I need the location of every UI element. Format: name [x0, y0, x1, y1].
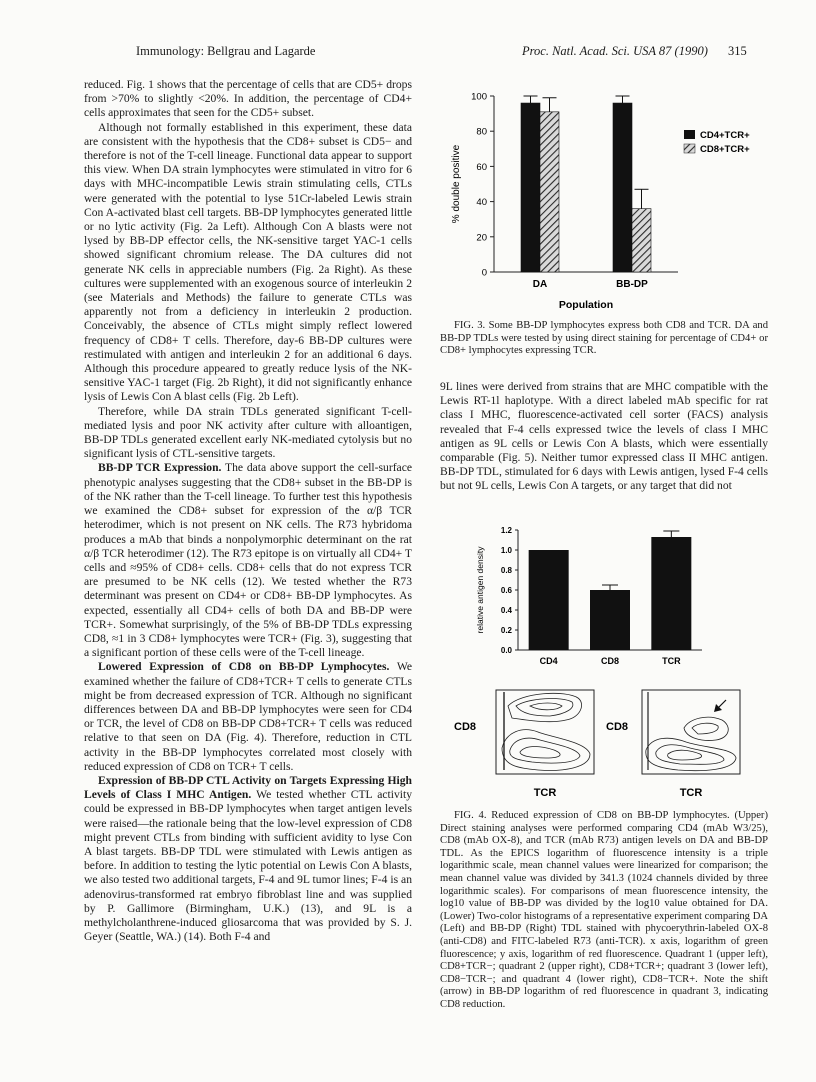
legend [684, 130, 750, 155]
y-tick-label: 80 [476, 126, 487, 138]
y-tick-label: 60 [476, 161, 487, 173]
y-tick-label: 0 [481, 267, 487, 279]
left-paragraph-6 [84, 774, 412, 944]
figure-3-caption [440, 320, 768, 358]
hist-left-frame [496, 690, 594, 774]
right-paragraph-1: 9L lines were derived from strains that are MHC compatible with the Lewis RT-1l haplotype. With a direct labeled mAb specific for rat class I MHC, fluorescence-activated cell sorter (FACS) analysis revealed that F-4 cells expressed twice the levels of class I MHC antigen as 9L cells or Lewis Con A blasts, which were essentially comparable (Fig. 5). Neither tumor expressed class II MHC antigen. BB-DP TDL, stimulated for 6 days with Lewis antigen, lysed F-4 cells but not 9L cells, Lewis Con A targets, or any target that did not [440, 380, 768, 493]
y-tick-label: 1.0 [500, 546, 512, 555]
y-tick-label: 1.2 [500, 526, 512, 535]
hist-right-frame [642, 690, 740, 774]
left-paragraph-3: Therefore, while DA strain TDLs generated significant T-cell-mediated lysis and poor NK activity after culture with alloantigen, BB-DP TDLs generated excellent early NK-mediated cytolysis but no significant lysis of CTL-sensitive targets. [84, 404, 412, 461]
hist-right-xlabel: TCR [679, 787, 703, 799]
running-head-journal: Proc. Natl. Acad. Sci. USA 87 (1990) [522, 44, 708, 58]
section-heading-tcr: BB-DP TCR Expression. [98, 461, 222, 475]
figure-4-bar-chart [470, 520, 730, 672]
right-column [440, 380, 768, 494]
figure-4-caption-text: FIG. 4. Reduced expression of CD8 on BB-DP lymphocytes. (Upper) Direct staining analyses were performed comparing CD4 (mAb W3/25), CD8 (mAb OX-8), and TCR (mAb R73) antigen levels on DA and BB-DP TDL. As the EPICS logarithm of fluorescence intensity is a triple logarithmic scale, mean channel values were linearized for comparison; the mean channel value was divided by 341.3 (1024 channels divided by three logarithmic scales). For comparisons of mean fluorescence intensity, the log10 value of BB-DP was divided by the log10 value obtained for DA. (Lower) Two-color histograms of a representative experiment comparing DA (Left) and BB-DP (Right) TDL stained with phycoerythrin-labeled OX-8 (anti-CD8) and FITC-labeled R73 (anti-TCR). x axis, logarithm of green fluorescence; y axis, logarithm of red fluorescence. Quadrant 1 (upper left), CD8+TCR−; quadrant 2 (upper right), CD8+TCR+; quadrant 3 (lower left), CD8−TCR−; and quadrant 4 (lower right), CD8−TCR+. Note the shift (arrow) in BB-DP logarithm of red fluorescence in quadrant 3, indicating CD8 reduction. [440, 810, 768, 1010]
page-number: 315 [728, 44, 747, 58]
y-tick-label: 0.0 [500, 646, 512, 655]
y-axis-label: % double positive [451, 144, 462, 224]
hist-left-contours [502, 692, 590, 770]
left-paragraph-2: Although not formally established in this experiment, these data are consistent with the hypothesis that the CD8+ subset is CD5− and therefore is not of the T-cell lineage. Functional data appear to support this view. When DA strain lymphocytes were stimulated in vitro for 6 days with MHC-incompatible Lewis strain stimulating cells, CTLs were generated with the potential to lyse 51Cr-labeled Lewis strain Con A-activated blast cell targets. BB-DP lymphocytes generated little or no lytic activity (Fig. 2a Left). Although Con A blasts were not lysed by BB-DP effector cells, the NK-sensitive target YAC-1 cells showed significant chromium release. The DA cultures did not generate NK cells in appreciable numbers (Fig. 2a Right). As these cultures were supplemented with an exogenous source of interleukin 2 (see Materials and Methods) the failure to generate CTLs was apparently not from a deficiency in interleukin 2 production. Conceivably, the absence of CTLs might simply reflect lowered frequency of CD8+ T cells. Therefore, day-6 BB-DP cultures were restimulated with antigen and interleukin 2 for an additional 6 days. Although this procedure appeared to greatly reduce lysis of the NK-sensitive YAC-1 target (Fig. 2b Right), it did not significantly enhance lysis of Lewis Con A blast cells (Fig. 2b Left). [84, 120, 412, 404]
legend-swatch-cd4 [684, 130, 695, 139]
legend-label-cd8: CD8+TCR+ [700, 144, 750, 155]
x-category-label: BB-DP [616, 279, 648, 290]
section-heading-cd8: Lowered Expression of CD8 on BB-DP Lymphocytes. [98, 660, 390, 674]
x-category-label: CD8 [600, 656, 620, 666]
bar-cd8-tcr--bb-dp [632, 209, 651, 272]
left-paragraph-6-text: We tested whether CTL activity could be expressed in BB-DP lymphocytes when target antigen levels were raised—the rationale being that the low-level expression of CD8 might prevent CTLs from binding with sufficient avidity to lyse Con A blast targets. BB-DP TDL were stimulated with Lewis antigen as before. In addition to testing the lytic potential on Lewis Con A blasts, we also tested two additional targets, F-4 and 9L tumor lines; F-4 is an adenovirus-transformed rat embryo fibroblast line and was supplied by P. Gallimore (Birmingham, U.K.) (13), and 9L is a methylcholanthrene-induced gliosarcoma that was provided by S. J. Geyer (Seattle, WA.) (14). Both F-4 and [84, 788, 413, 944]
left-paragraph-5-text: We examined whether the failure of CD8+TCR+ T cells to generate CTLs might be from decreased expression of TCR. Although no significant differences between DA and BB-DP lymphocytes were seen for CD4 or TCR, the level of CD8 on BB-DP CD8+TCR+ T cells was reduced relative to that seen on DA (Fig. 4). Therefore, reduction in CTL activity in the BB-DP lymphocytes correlated most closely with reduced expression of CD8 on TCR+ T cells. [84, 660, 412, 773]
bar-cd8-tcr--da [540, 112, 559, 272]
y-axis-label: relative antigen density [475, 546, 485, 634]
section-heading-ctl: Expression of BB-DP CTL Activity on Targets Expressing High Levels of Class I MHC Antigen. [84, 773, 412, 802]
x-category-label: CD4 [539, 656, 558, 666]
y-tick-label: 0.6 [500, 586, 512, 595]
left-paragraph-5 [84, 660, 412, 774]
y-tick-label: 100 [471, 91, 487, 103]
y-tick-label: 40 [476, 197, 487, 209]
bar-tcr [651, 537, 691, 650]
hist-left-xlabel: TCR [533, 787, 557, 799]
figure-3-caption-text: FIG. 3. Some BB-DP lymphocytes express both CD8 and TCR. DA and BB-DP TDLs were tested by using direct staining for percentage of CD4+ or CD8+ lymphocytes expressing TCR. [440, 320, 768, 357]
bar-cd4-tcr--da [521, 103, 540, 272]
x-category-label: TCR [662, 656, 681, 666]
left-paragraph-1: reduced. Fig. 1 shows that the percentage of cells that are CD5+ drops from >70% to slightly <20%. In addition, the percentage of CD4+ cells approximates that seen for the CD5+ subset. [84, 78, 412, 120]
x-axis-label: Population [558, 299, 614, 311]
shift-arrow [714, 700, 726, 712]
y-tick-label: 20 [476, 232, 487, 244]
legend-label-cd4: CD4+TCR+ [700, 130, 750, 141]
bar-cd4-tcr--bb-dp [613, 103, 632, 272]
figure-3-bar-chart [440, 82, 776, 314]
y-tick-label: 0.2 [500, 626, 512, 635]
running-head-left: Immunology: Bellgrau and Lagarde [136, 44, 316, 58]
x-category-label: DA [532, 279, 548, 290]
figure-4-histograms [446, 684, 776, 804]
legend-swatch-cd8 [684, 144, 695, 153]
hist-left-ylabel: CD8 [454, 721, 477, 733]
bar-cd8 [590, 590, 630, 650]
left-column [84, 78, 412, 944]
left-paragraph-4-text: The data above support the cell-surface phenotypic analyses suggesting that the CD8+ subset in the BB-DP is of the NK rather than the T-cell lineage. To further test this hypothesis we examined the CD8+ subset for expression of the α/β TCR heterodimer, which is not present on NK cells. The R73 hybridoma produces a mAb that binds a nonpolymorphic determinant on the rat α/β TCR heterodimer (12). The R73 epitope is on virtually all CD4+ T cells and ≈95% of CD8+ cells. CD8+ cells that do not express TCR are presumed to be NK cells (12). We tested whether the R73 determinant was present on CD4+ or CD8+ BB-DP lymphocytes. As expected, essentially all CD4+ cells of both DA and BB-DP were TCR+. Somewhat surprisingly, of the 5% of BB-DP TDLs expressing CD8, ≈1 in 3 CD8+ lymphocytes were TCR+ (Fig. 3), suggesting that a significant portion of these cells were of the T-cell lineage. [84, 461, 412, 660]
figure-4-caption [440, 810, 768, 1012]
left-paragraph-4 [84, 461, 412, 660]
hist-right-ylabel: CD8 [606, 721, 629, 733]
y-tick-label: 0.4 [500, 606, 512, 615]
y-tick-label: 0.8 [500, 566, 512, 575]
bar-cd4 [529, 550, 569, 650]
